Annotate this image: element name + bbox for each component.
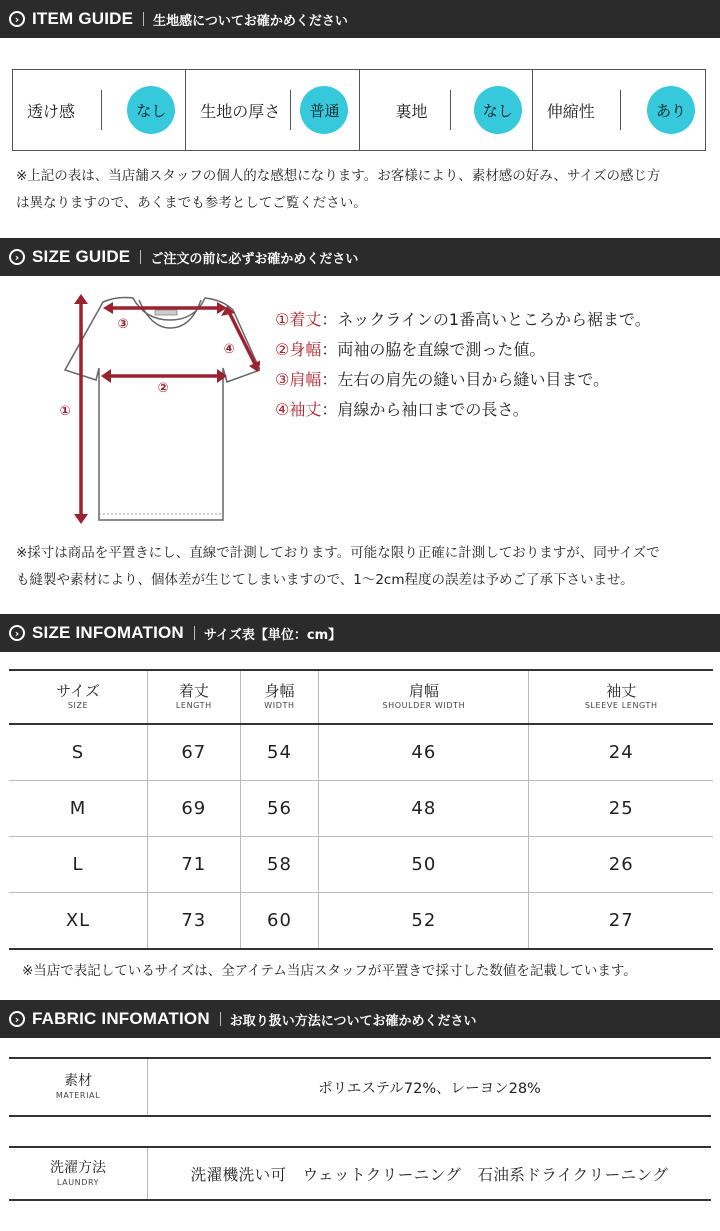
table-cell: 50 [319,837,529,893]
divider [620,90,621,130]
guide-badge: 普通 [300,86,348,134]
table-cell: 58 [240,837,319,893]
table-header-row [9,670,713,724]
item-guide-note: ※上記の表は、当店舗スタッフの個人的な感想になります。お客様により、素材感の好み、サイズの感じ方 は異なりますので、あくまでも参考としてご覧ください。 [16,168,661,211]
divider [143,12,144,26]
measurement-width: ②身幅：両袖の脇を直線で測った値。 [275,340,546,359]
table-cell: 27 [529,893,713,950]
measurement-list [275,305,651,425]
table-cell: XL [9,893,148,950]
table-cell: 60 [240,893,319,950]
size-table [9,669,713,950]
table-cell: L [9,837,148,893]
guide-badge: なし [127,86,175,134]
table-cell: S [9,724,148,781]
divider [101,90,102,130]
table-cell: 71 [148,837,241,893]
marker-4: ④ [223,342,235,357]
table-row [9,781,713,837]
table-cell: 24 [529,724,713,781]
section-title: ITEM GUIDE [32,9,134,28]
table-row [9,837,713,893]
section-title: FABRIC INFOMATION [32,1009,210,1028]
item-guide-box [12,69,706,151]
size-guide-note: ※採寸は商品を平置きにし、直線で計測しております。可能な限り正確に計測しておりますが、同サイズで も縫製や素材により、個体差が生じてしまいますので、1〜2cm程度の誤差は予めご了承下さいませ。 [16,545,660,588]
table-cell: 48 [319,781,529,837]
guide-badge: あり [647,86,695,134]
table-cell: 46 [319,724,529,781]
size-info-note: ※当店で表記しているサイズは、全アイテム当店スタッフが平置きで採寸した数値を記載しています。 [22,963,637,979]
divider [450,90,451,130]
table-cell: 25 [529,781,713,837]
column-header: 袖丈 SLEEVE LENGTH [529,670,713,724]
guide-item-lining [360,70,533,150]
section-title: SIZE INFOMATION [32,623,184,642]
marker-1: ① [59,404,71,419]
divider [194,626,195,640]
section-title: SIZE GUIDE [32,247,131,266]
marker-2: ② [157,381,169,396]
table-cell: 56 [240,781,319,837]
material-label: 素材 MATERIAL [9,1059,148,1115]
guide-badge: なし [474,86,522,134]
guide-item-transparency [13,70,186,150]
divider [290,90,291,130]
chevron-right-icon: › [9,249,25,265]
divider [140,250,141,264]
divider [220,1012,221,1026]
size-guide-header [0,238,720,276]
table-row [9,893,713,950]
section-subtitle: サイズ表【単位：cm】 [203,627,342,643]
material-value: ポリエステル72%、レーヨン28% [318,1080,541,1097]
fabric-info-header [0,1000,720,1038]
table-cell: M [9,781,148,837]
measurement-sleeve: ④袖丈：肩線から袖口までの長さ。 [275,400,529,419]
guide-label: 透け感 [27,101,76,121]
guide-item-thickness [186,70,359,150]
item-guide-header [0,0,720,38]
laundry-row [9,1146,711,1201]
measurement-length: ①着丈：ネックラインの1番高いところから裾まで。 [275,310,651,329]
chevron-right-icon: › [9,1011,25,1027]
guide-item-stretch [533,70,705,150]
table-cell: 26 [529,837,713,893]
section-subtitle: ご注文の前に必ずお確かめください [150,251,359,267]
table-cell: 69 [148,781,241,837]
column-header: 身幅 WIDTH [240,670,319,724]
measurement-shoulder: ③肩幅：左右の肩先の縫い目から縫い目まで。 [275,370,610,389]
table-cell: 54 [240,724,319,781]
size-info-header [0,614,720,652]
label-tag [155,310,177,315]
guide-label: 伸縮性 [546,101,595,121]
tshirt-outline [65,298,260,521]
guide-label: 裏地 [395,101,428,121]
guide-label: 生地の厚さ [200,101,281,121]
column-header: 肩幅 SHOULDER WIDTH [319,670,529,724]
section-subtitle: 生地感についてお確かめください [153,13,348,29]
chevron-right-icon: › [9,11,25,27]
column-header: 着丈 LENGTH [148,670,241,724]
section-subtitle: お取り扱い方法についてお確かめください [229,1013,477,1029]
laundry-label: 洗濯方法 LAUNDRY [9,1148,148,1199]
table-cell: 67 [148,724,241,781]
chevron-right-icon: › [9,625,25,641]
material-row [9,1057,711,1117]
tshirt-diagram [55,288,260,528]
column-header: サイズ SIZE [9,670,148,724]
marker-3: ③ [117,317,129,332]
table-cell: 73 [148,893,241,950]
table-row [9,724,713,781]
table-cell: 52 [319,893,529,950]
laundry-value: 洗濯機洗い可 ウェットクリーニング 石油系ドライクリーニング [190,1165,669,1184]
